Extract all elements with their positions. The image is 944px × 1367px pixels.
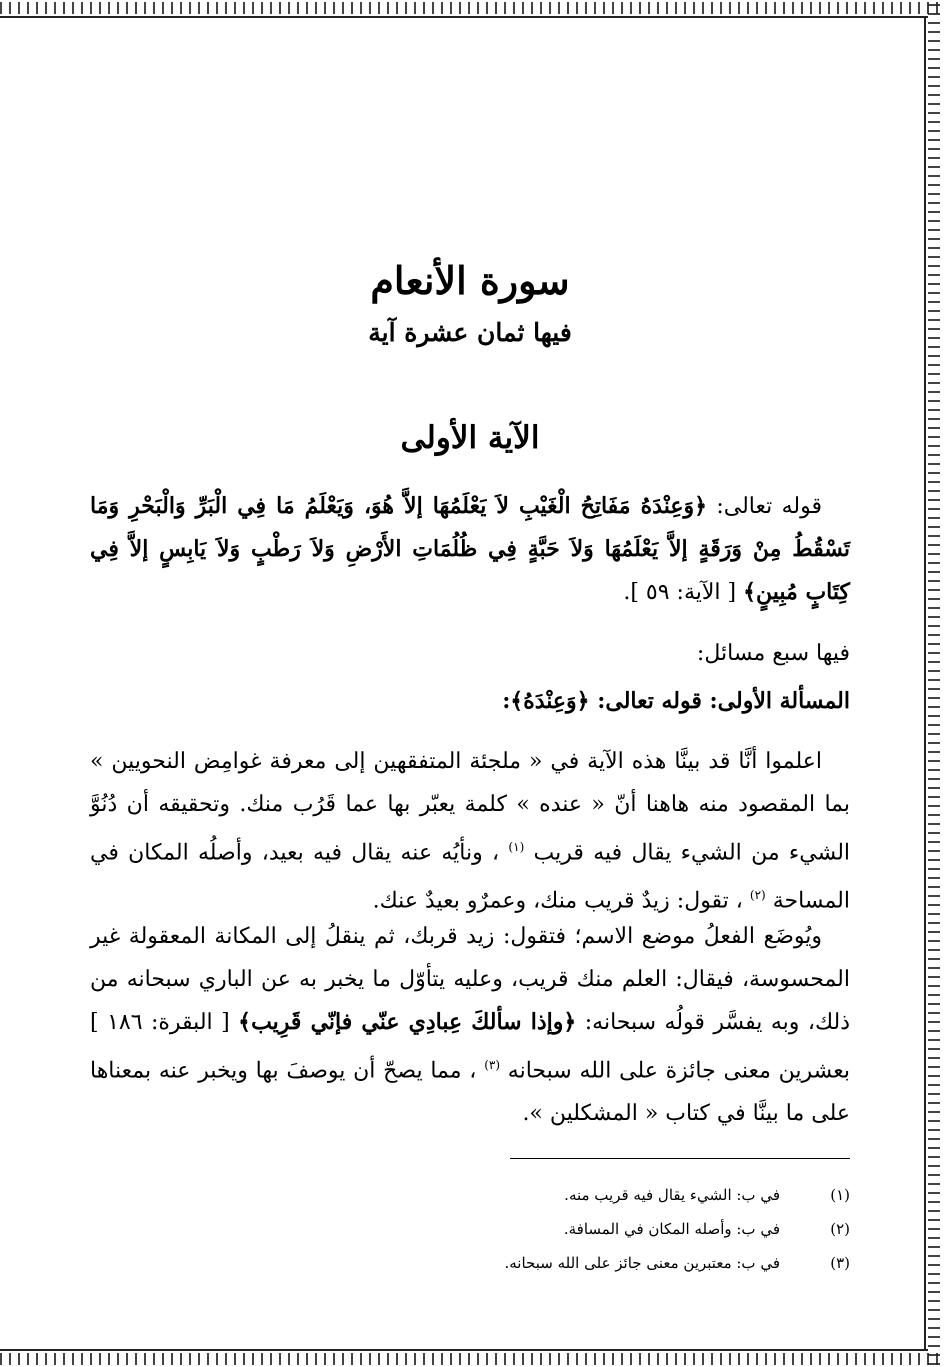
verse-reference: [ الآية: ٥٩ ]. bbox=[623, 580, 737, 605]
footnote-item bbox=[300, 1178, 850, 1212]
decorative-border-bottom bbox=[0, 1353, 944, 1365]
footnote-text: في ب: الشيء يقال فيه قريب منه. bbox=[564, 1186, 780, 1204]
footnote-number: (٣) bbox=[830, 1254, 850, 1272]
border-line-bottom bbox=[0, 1349, 928, 1351]
footnote-divider bbox=[510, 1158, 850, 1159]
text-segment: اعلموا أنَّا قد بينَّا هذه الآية في « ملجئة المتفقهين إلى معرفة غوامِض النحويين » بما المقصود منه هاهنا أنّ « عنده » كلمة يعبّر بها عما قَرُب منك. وتحقيقه أن دُنُوَّ الشيء من الشيء يقال فيه قريب bbox=[90, 749, 851, 866]
issue-label: المسألة الأولى: قوله تعالى: bbox=[597, 688, 850, 714]
footnote-text: في ب: معتبرين معنى جائز على الله سبحانه. bbox=[504, 1254, 780, 1272]
surah-title: سورة الأنعام bbox=[370, 258, 570, 303]
decorative-border-right bbox=[928, 2, 940, 1365]
footnote-number: (١) bbox=[830, 1186, 850, 1204]
paragraph-explanation-2 bbox=[90, 915, 850, 1135]
footnote-number: (٢) bbox=[830, 1220, 850, 1238]
footnote-text: في ب: وأصله المكان في المسافة. bbox=[563, 1220, 780, 1238]
text-segment: ، ونأيُه عنه يقال فيه بعيد، وأصلُه المكان في المساحة bbox=[90, 840, 850, 914]
text-segment: [ البقرة: ١٨٦ ] بعشرين معنى جائزة على الله سبحانه bbox=[90, 1010, 850, 1084]
border-line-top bbox=[0, 16, 928, 18]
footnote-ref-1: (١) bbox=[508, 840, 525, 854]
border-line-right bbox=[924, 16, 926, 1351]
text-segment: ، مما يصحّ أن يوصفَ بها ويخبر عنه بمعناها على ما بينَّا في كتاب « المشكلين ». bbox=[90, 1058, 850, 1127]
footnote-item bbox=[300, 1212, 850, 1246]
surah-subtitle: فيها ثمان عشرة آية bbox=[368, 318, 572, 347]
decorative-border-top bbox=[0, 2, 944, 14]
issue-quran-word: ﴿وَعِنْدَهُ﴾: bbox=[502, 688, 590, 714]
paragraph-ayah-text bbox=[90, 485, 850, 614]
footnote-ref-2: (٢) bbox=[749, 888, 766, 903]
ayah-intro: قوله تعالى: bbox=[716, 494, 822, 519]
quran-quote: ﴿وإذا سألكَ عِبادِي عنّي فإنّي قَرِيب﴾ bbox=[238, 1009, 577, 1035]
footnotes bbox=[300, 1178, 850, 1280]
text-segment: ويُوضَع الفعلُ موضع الاسم؛ فتقول: زيد قربك، ثم ينقلُ إلى المكانة المعقولة غير المحسوسة، فيقال: العلم منك قريب، وعليه يتأوّل ما يخبر به عن الباري سبحانه من ذلك، وبه يفسَّر قولُه سبحانه: bbox=[90, 924, 851, 1035]
footnote-ref-3: (٣) bbox=[484, 1058, 501, 1072]
footnote-item bbox=[300, 1246, 850, 1280]
quran-verse: ﴿وَعِنْدَهُ مَفَاتِحُ الْغَيْبِ لاَ يَعْلَمُهَا إلاَّ هُوَ، وَيَعْلَمُ مَا فِي الْبَرِّ وَالْبَحْرِ وَمَا تَسْقُطُ مِنْ وَرَقَةٍ إلاَّ يَعْلَمُهَا وَلاَ حَبَّةٍ فِي ظُلُمَاتِ الأَرْضِ وَلاَ رَطْبٍ وَلاَ يَابِسٍ إلاَّ فِي كِتَابٍ مُبِينٍ﴾ bbox=[90, 493, 850, 605]
first-issue-heading bbox=[90, 680, 850, 723]
paragraph-explanation-1 bbox=[90, 740, 850, 923]
ayah-heading: الآية الأولى bbox=[400, 420, 540, 456]
issues-count-line: فيها سبع مسائل: bbox=[696, 641, 850, 666]
text-segment: ، تقول: زيدٌ قريب منك، وعمرٌو بعيدٌ عنك. bbox=[372, 888, 743, 914]
